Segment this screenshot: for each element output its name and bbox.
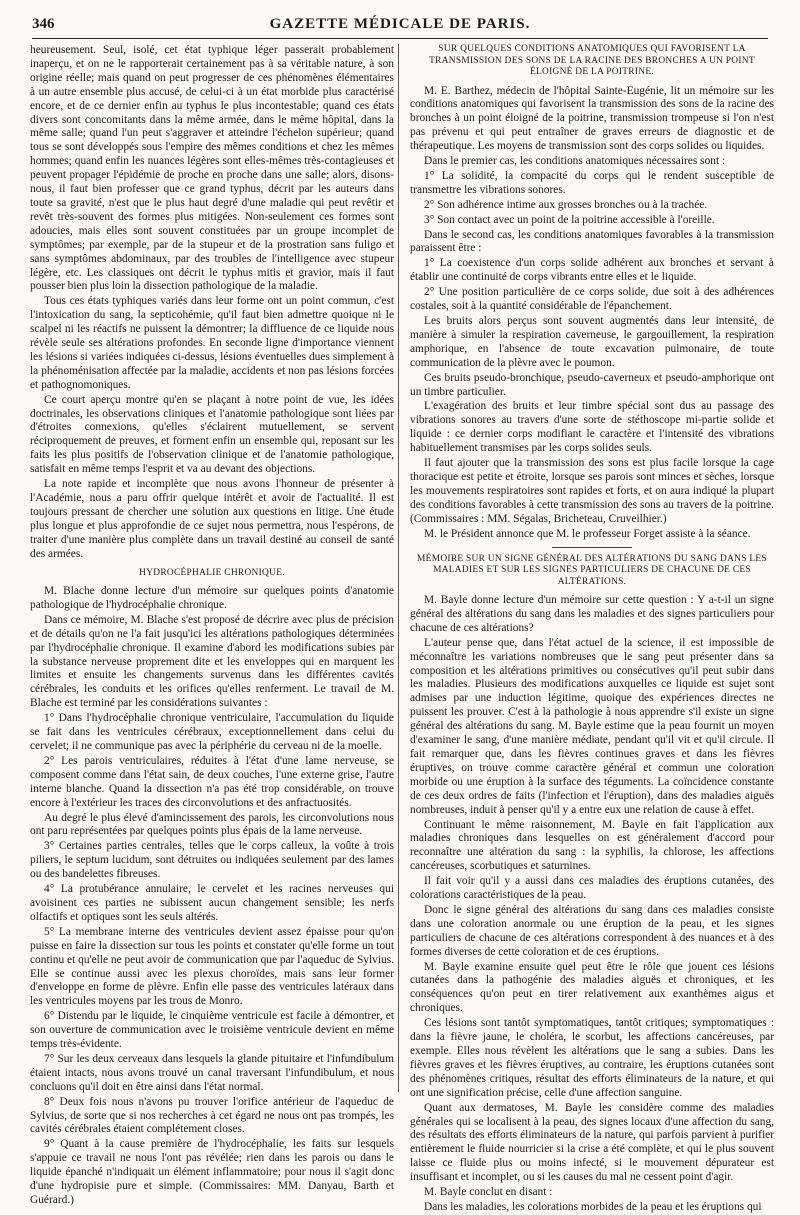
paragraph: Continuant le même raisonnement, M. Bayle en fait l'application aux maladies chroniques dans lesquelles on est généralement d'accord pour reconnaître une altération du sang : la syphilis, la chlorose, les affections cancéreuses, scorbutiques et saturnines. xyxy=(410,818,774,873)
section-title-signe-general: MÉMOIRE SUR UN SIGNE GÉNÉRAL DES ALTÉRATIONS DU SANG DANS LES MALADIES ET SUR LES SIGNES PARTICULIERS DE CHACUNE DE CES ALTÉRATIONS. xyxy=(417,553,767,587)
paragraph: M. Bayle conclut en disant : xyxy=(424,1186,553,1199)
page-number: 346 xyxy=(32,16,55,32)
paragraph: 6° Distendu par le liquide, le cinquième ventricule est facile à démontrer, et son ouverture de communication avec le troisième ventricule devient en même temps très-évidente. xyxy=(30,1010,394,1051)
journal-title: GAZETTE MÉDICALE DE PARIS. xyxy=(269,16,531,32)
paragraph: La note rapide et incomplète que nous avons l'honneur de présenter à l'Académie, nous a paru offrir quelque intérêt et avoir de l'actualité. Il est toujours pressant de chercher une solution aux questions en litige. Une étude plus longue et plus approfondie de ce sujet nous permettra, nous l'espérons, de traiter d'une manière plus complète dans un travail destiné au conseil de santé des armées. xyxy=(30,478,394,560)
paragraph: 1° La coexistence d'un corps solide adhérent aux bronches et servant à établir une continuité de corps vibrants entre elles et le liquide. xyxy=(410,257,774,284)
section-separator xyxy=(552,547,632,548)
paragraph: Tous ces états typhiques variés dans leur forme ont un point commun, c'est l'intoxication du sang, la septicohémie, qu'il faut bien admettre quoique ni le scalpel ni les réactifs ne puissent la démontrer; la diffluence de ce liquide nous révèle seule ses altérations profondes. En seconde ligne d'importance viennent les lésions si variées indiquées ci-dessus, lésions éventuelles dues simplement à la phénoménisation affectée par la maladie, accidents et non pas lésions forcées et pathognomoniques. xyxy=(30,295,394,391)
paragraph: M. E. Barthez, médecin de l'hôpital Sainte-Eugénie, lit un mémoire sur les conditions anatomiques qui favorisent la transmission des sons de la racine des bronches à un point éloigné de la poitrine, transmission trompeuse si l'on n'est pas prévenu et qui peut entraîner de graves erreurs de diagnostic et de thérapeutique. Les moyens de transmission sont des corps solides ou liquides. xyxy=(410,84,774,153)
paragraph: Donc le signe général des altérations du sang dans ces maladies consiste dans une coloration anormale ou une éruption de la peau, et les signes particuliers de chacune de ces altérations correspondent à des nuances et à des formes diverses de cette coloration et de ces éruptions. xyxy=(410,903,774,958)
paragraph: Il fait voir qu'il y a aussi dans ces maladies des éruptions cutanées, des colorations caractéristiques de la peau. xyxy=(410,875,774,902)
paragraph: 3° Son contact avec un point de la poitrine accessible à l'oreille. xyxy=(424,213,715,226)
paragraph: M. Blache donne lecture d'un mémoire sur quelques points d'anatomie pathologique de l'hydrocéphalie chronique. xyxy=(30,585,394,611)
paragraph: heureusement. Seul, isolé, cet état typhique léger passerait probablement inaperçu, et on ne le rapporterait certainement pas à sa véritable nature, à son origine réelle; mais quand on peut progresser de ces phénomènes élémentaires à un autre ensemble plus accusé, de celui-ci à un état morbide plus caractérisé encore, et de ce dernier enfin au typhus le plus incontestable; quand ces états divers sont concomitants dans la même armée, dans le même hôpital, dans la même salle; quand l'un peut s'aggraver et atteindre l'échelon supérieur; quand tous se sont développés sous l'empire des mêmes conditions et chez les mêmes hommes; quand enfin les nuances légères sont elles-mêmes très-contagieuses et peuvent propager l'épidémie de proche en proche dans une salle; alors, disons-nous, il faut bien professer que ce grand typhus, décrit par les auteurs dans toute sa gravité, n'est que le plus haut degré d'une maladie qui peut revêtir et revêt très-souvent des formes plus mitigées. Non-seulement ces formes sont adoucies, mais elles sont souvent constituées par un groupe incomplet de symptômes; par exemple, par de la stupeur et de la prostration sans fuligo et sans symptômes abdominaux, par des troubles de l'intelligence avec stupeur légère, etc. Les classiques ont décrit le typhus mitis et gravior, mais il faut pousser bien plus loin la dissection pathologique de la maladie. xyxy=(30,44,394,293)
paragraph: 7° Sur les deux cerveaux dans lesquels la glande pituitaire et l'infundibulum étaient intacts, nous avons trouvé un canal traversant l'infundibulum, et nous concluons qu'il doit en être ainsi dans l'état normal. xyxy=(30,1052,394,1093)
paragraph: 4° La protubérance annulaire, le cervelet et les racines nerveuses qui avoisinent ces parties ne subissent aucun changement sensible; les nerfs olfactifs et optiques sont les seuls altérés. xyxy=(30,883,394,923)
column-divider xyxy=(398,44,399,1092)
paragraph: 1° Dans l'hydrocéphalie chronique ventriculaire, l'accumulation du liquide se fait dans les ventricules cérébraux, exceptionnellement dans celui du cervelet; il ne communique pas avec la périphérie du cerveau ni de la moelle. xyxy=(30,712,394,752)
paragraph: M. Bayle examine ensuite quel peut être le rôle que jouent ces lésions cutanées dans la pathogénie des maladies aiguës et chroniques, et les conséquences qu'on peut en tirer relativement aux exanthèmes aigus et chroniques. xyxy=(410,960,774,1015)
paragraph: 3° Certaines parties centrales, telles que le corps calleux, la voûte à trois piliers, le septum lucidum, sont détruites ou indiquées seulement par des lames ou des bandelettes fibreuses. xyxy=(30,840,394,881)
paragraph: Au degré le plus élevé d'amincissement des parois, les circonvolutions nous ont paru représentées par quelques points plus épais de la lame nerveuse. xyxy=(30,811,394,838)
paragraph: 8° Deux fois nous n'avons pu trouver l'orifice antérieur de l'aqueduc de Sylvius, de sorte que si nos recherches à cet égard ne nous ont pas trompés, les cavités cérébrales étaient complétement closes. xyxy=(30,1095,394,1136)
paragraph: L'exagération des bruits et leur timbre spécial sont dus au passage des vibrations sonores au travers d'une sorte de stéthoscope mi-partie solide et liquide : ce dernier corps modifiant le caractère et l'intensité des vibrations habituellement transmises par les corps solides seuls. xyxy=(410,400,774,455)
paragraph: M. Bayle donne lecture d'un mémoire sur cette question : Y a-t-il un signe général des altérations du sang dans les maladies et des signes particuliers pour chacune de ces altérations? xyxy=(410,594,774,634)
paragraph: Les bruits alors perçus sont souvent augmentés dans leur intensité, de manière à simuler la respiration caverneuse, le gargouillement, la respiration amphorique, en l'absence de toute excavation pulmonaire, de toute communication de la plèvre avec le poumon. xyxy=(410,315,774,369)
paragraph: Il faut ajouter que la transmission des sons est plus facile lorsque la cage thoracique est petite et étroite, lorsque ses parois sont minces et sèches, lorsque les mouvements respiratoires sont rapides et forts, et on aura indiqué la plupart des conditions favorables à cette transmission des sons au travers de la poitrine. (Commissaires : MM. Ségalas, Bricheteau, Cruveilhier.) xyxy=(410,457,774,525)
paragraph: M. le Président annonce que M. le professeur Forget assiste à la séance. xyxy=(424,527,751,540)
paragraph: 5° La membrane interne des ventricules devient assez épaisse pour qu'on puisse en faire la dissection sur tous les points et constater qu'elle forme un tout continu et qu'elle ne peut avoir de communication que par l'aqueduc de Sylvius. Elle se continue aussi avec les plexus choroïdes, mais sans leur former d'enveloppe en forme de plèvre. Enfin elle passe des ventricules latéraux dans les ventricules moyens par les trous de Monro. xyxy=(30,925,394,1008)
paragraph: 9° Quant à la cause première de l'hydrocéphalie, les faits sur lesquels s'appuie ce travail ne nous l'ont pas révélée; rien dans les parois ou dans le liquide épanché n'indiquait un élément inflammatoire; pour nous il s'agit donc d'une hydropisie pure et simple. (Commissaires: MM. Danyau, Barth et Guérard.) xyxy=(30,1138,394,1206)
paragraph: Dans le premier cas, les conditions anatomiques nécessaires sont : xyxy=(424,155,726,168)
paragraph: Ces bruits pseudo-bronchique, pseudo-caverneux et pseudo-amphorique ont un timbre particulier. xyxy=(410,371,774,398)
paragraph: Dans les maladies, les colorations morbides de la peau et les éruptions qui xyxy=(424,1200,762,1213)
page-header xyxy=(32,14,768,39)
section-title-transmission: SUR QUELQUES CONDITIONS ANATOMIQUES QUI FAVORISENT LA TRANSMISSION DES SONS DE LA RACINE DES BRONCHES A UN POINT ÉLOIGNÉ DE LA POITRINE. xyxy=(429,44,755,77)
right-column xyxy=(410,44,774,1213)
left-column xyxy=(30,44,394,1206)
paragraph: Quant aux dermatoses, M. Bayle les considère comme des maladies générales qui se localisent à la peau, des signes locaux d'une affection du sang, des résultats des efforts éliminateurs de la nature, qui parfois parvient à purifier entièrement le fluide nourricier si la crise a été complète, et qui le plus souvent laisse ce fluide plus ou moins infecté, si le mouvement dépurateur est insuffisant et incomplet, ou si les causes du mal ne cessent point d'agir. xyxy=(410,1101,774,1184)
paragraph: 1° La solidité, la compacité du corps qui le rendent susceptible de transmettre les vibrations sonores. xyxy=(410,169,774,196)
paragraph: Dans le second cas, les conditions anatomiques favorables à la transmission paraissent être : xyxy=(410,228,774,255)
paragraph: Dans ce mémoire, M. Blache s'est proposé de décrire avec plus de précision et de détails qu'on ne l'a fait jusqu'ici les altérations pathologiques déterminées par l'hydrocéphalie chronique. Il examine d'abord les modifications subies par la substance nerveuse proprement dite et les enveloppes qui en marquent les limites et ensuite les changements survenus dans les différentes cavités cérébrales, les conduits et les orifices qu'elles renferment. Le travail de M. Blache est terminé par les considérations suivantes : xyxy=(30,613,394,710)
paragraph: 2° Une position particulière de ce corps solide, due soit à des adhérences costales, soit à la quantité considérable de l'épanchement. xyxy=(410,286,774,313)
paragraph: Ce court aperçu montre qu'en se plaçant à notre point de vue, les idées doctrinales, les observations cliniques et l'anatomie pathologique sont liées par d'étroites connexions, qu'elles s'éclairent mutuellement, se servent réciproquement de preuves, et forment enfin un ensemble qui, reposant sur les faits les plus positifs de l'observation clinique et de l'anatomie pathologique, satisfait en même temps l'esprit et va au devant des objections. xyxy=(30,393,394,476)
paragraph: Ces lésions sont tantôt symptomatiques, tantôt critiques; symptomatiques : dans la fièvre jaune, le choléra, le scorbut, les affections cancéreuses, par exemple. Elles nous révèlent les altérations que le sang a subies. Dans les fièvres graves et les fièvres éruptives, au contraire, les éruptions cutanées sont des phénomènes critiques, résultat des efforts éliminateurs de la nature, et qui ont une signification précise, celle d'une affection sanguine. xyxy=(410,1017,774,1099)
section-title-hydrocephalie: HYDROCÉPHALIE CHRONIQUE. xyxy=(139,567,285,578)
paragraph: 2° Son adhérence intime aux grosses bronches ou à la trachée. xyxy=(424,198,708,211)
paragraph: L'auteur pense que, dans l'état actuel de la science, il est impossible de méconnaître les variations nombreuses que le sang peut présenter dans sa composition et les altérations primitives ou consécutives qu'il peut subir dans les maladies. Plusieurs des modifications auxquelles ce liquide est sujet sont admises par une induction légitime, quoique des expériences directes ne puissent les prouver. C'est à la pathologie à nous apprendre s'il existe un signe général des altérations du sang. M. Bayle estime que la peau fournit un moyen d'examiner le sang, d'une manière médiate, pendant qu'il vit et qu'il circule. Il fait remarquer que, dans les fièvres continues graves et dans les fièvres éruptives, on trouve comme caractère général et commun une coloration morbide ou une éruption à la surface des téguments. La coïncidence constante de ces deux ordres de faits (l'infection et l'éruption), dans des maladies aiguës nombreuses, induit à penser qu'il y a entre eux une relation de cause à effet. xyxy=(410,636,774,816)
paragraph: 2° Les parois ventriculaires, réduites à l'état d'une lame nerveuse, se composent comme dans l'état sain, de deux couches, l'une externe grise, l'autre interne blanche. Quand la dissection n'a pas été trop considérable, on trouve encore à l'extérieur les traces des circonvolutions et des anfractuosités. xyxy=(30,754,394,809)
